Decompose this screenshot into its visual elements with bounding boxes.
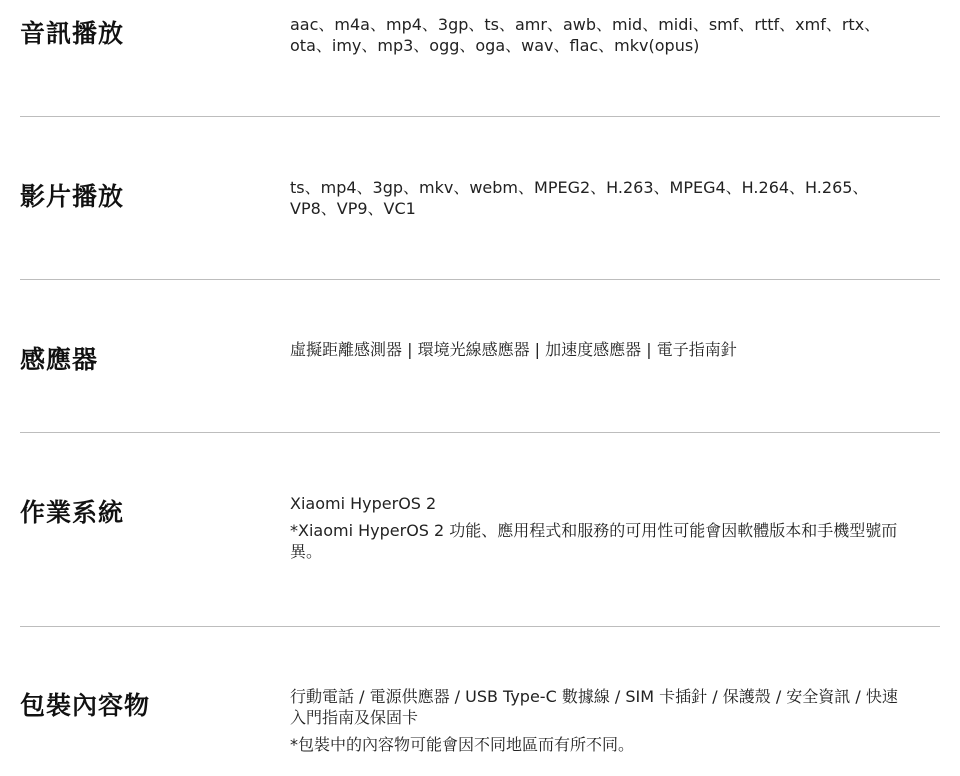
spec-value-os — [290, 493, 910, 568]
spec-line: 行動電話 / 電源供應器 / USB Type-C 數據線 / SIM 卡插針 / 保護殼 / 安全資訊 / 快速入門指南及保固卡 — [290, 687, 898, 727]
spec-value-video — [290, 177, 910, 225]
spec-value-box — [290, 686, 910, 761]
spec-value-audio — [290, 14, 910, 62]
spec-label-video: 影片播放 — [20, 182, 125, 211]
section-divider — [20, 626, 940, 627]
spec-label-box: 包裝內容物 — [20, 691, 151, 720]
spec-label-sensors: 感應器 — [20, 345, 99, 374]
spec-footnote: *包裝中的內容物可能會因不同地區而有所不同。 — [290, 735, 635, 754]
section-divider — [20, 432, 940, 433]
spec-label-os: 作業系統 — [20, 498, 125, 527]
spec-value-sensors — [290, 339, 910, 366]
spec-label-audio: 音訊播放 — [20, 19, 125, 48]
spec-line: Xiaomi HyperOS 2 — [290, 494, 437, 513]
spec-line: aac、m4a、mp4、3gp、ts、amr、awb、mid、midi、smf、rttf、xmf、rtx、ota、imy、mp3、ogg、oga、wav、flac、mkv(opus) — [290, 15, 881, 55]
section-divider — [20, 279, 940, 280]
spec-line: 虛擬距離感測器 | 環境光線感應器 | 加速度感應器 | 電子指南針 — [290, 340, 737, 359]
spec-footnote: *Xiaomi HyperOS 2 功能、應用程式和服務的可用性可能會因軟體版本和手機型號而異。 — [290, 521, 898, 561]
section-divider — [20, 116, 940, 117]
spec-line: ts、mp4、3gp、mkv、webm、MPEG2、H.263、MPEG4、H.264、H.265、VP8、VP9、VC1 — [290, 178, 869, 218]
